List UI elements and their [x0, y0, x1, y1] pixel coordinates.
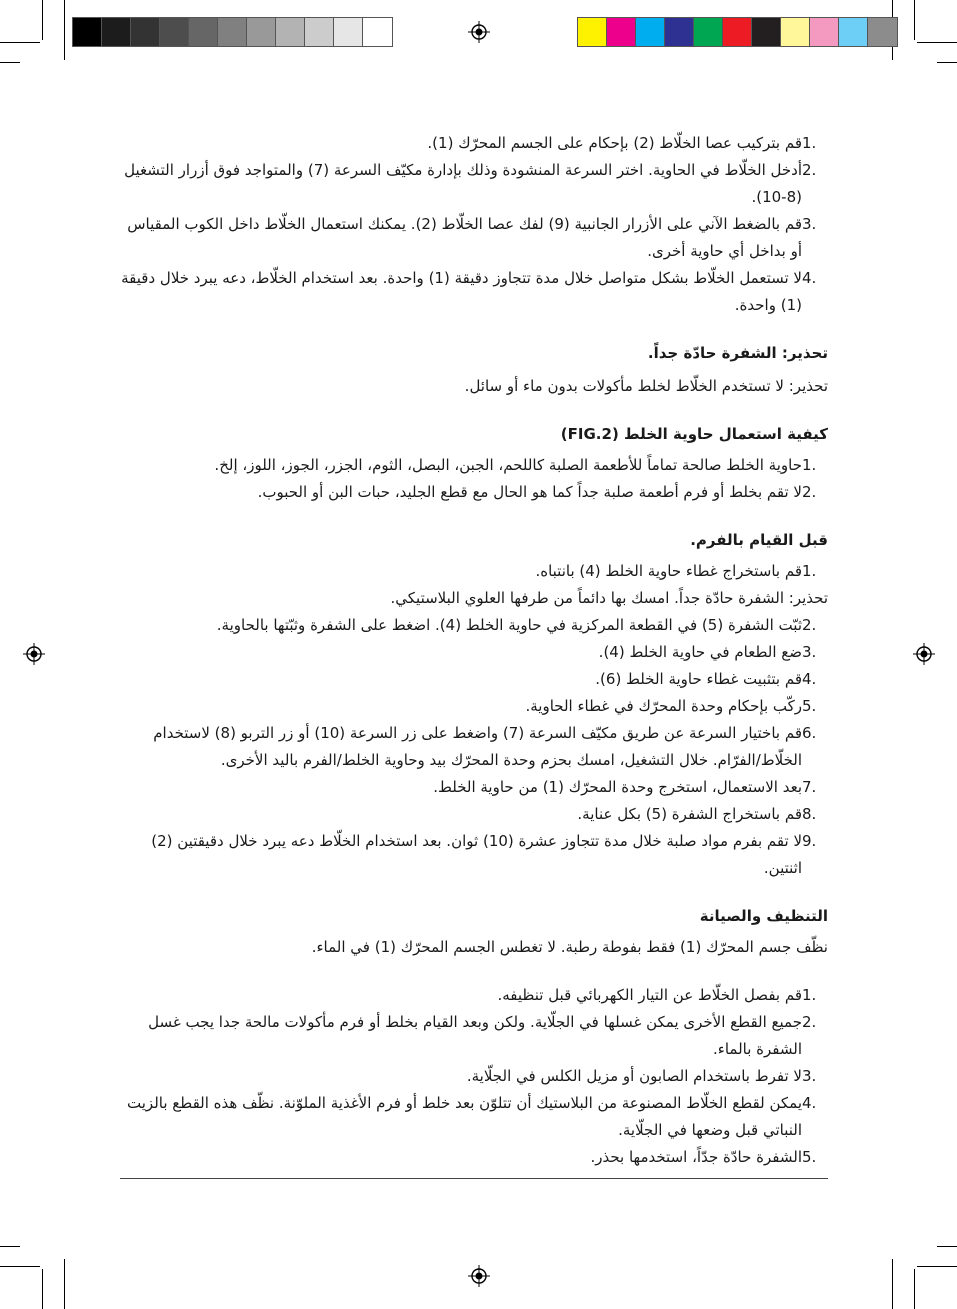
- crop-mark: [892, 1259, 893, 1309]
- crop-mark: [42, 0, 43, 40]
- list-item: 4. قم بتثبيت غطاء حاوية الخلط (6).: [595, 670, 817, 688]
- before-chopping-heading: قبل القيام بالفرم.: [690, 531, 828, 549]
- list-item: 5. ركّب بإحكام وحدة المحرّك في غطاء الحاوية.: [525, 697, 817, 715]
- list-item: 3. قم بالضغط الآني على الأزرار الجانبية (9) لفك عصا الخلّاط (2). يمكنك استعمال الخلّاط داخل الكوب المقياس أو بداخل أي حاوية أخرى.: [127, 215, 817, 260]
- color-swatch: [363, 18, 392, 46]
- cleaning-heading: التنظيف والصيانة: [699, 907, 828, 925]
- crop-mark: [0, 62, 20, 63]
- list-item: 3. ضع الطعام في حاوية الخلط (4).: [598, 643, 817, 661]
- assembly-list: [120, 130, 828, 319]
- crop-mark: [64, 0, 65, 60]
- list-item: 2. جميع القطع الأخرى يمكن غسلها في الجلّاية. ولكن وبعد القيام بخلط أو فرم مأكولات مالحة جدا يجب غسل الشفرة بالماء.: [148, 1013, 817, 1058]
- cleaning-intro: نظّف جسم المحرّك (1) فقط بفوطة رطبة. لا تغطس الجسم المحرّك (1) في الماء.: [311, 938, 828, 956]
- warning-heading: تحذير: الشفرة حادّة جداً.: [647, 344, 828, 362]
- color-swatch: [305, 18, 334, 46]
- list-item: 2. أدخل الخلّاط في الحاوية. اختر السرعة المنشودة وذلك بإدارة مكيّف السرعة (7) والمتواجد فوق أزرار التشغيل (8-10).: [124, 161, 817, 206]
- list-item: 3. لا تفرط باستخدام الصابون أو مزيل الكلس في الجلّاية.: [466, 1067, 817, 1085]
- color-swatch: [810, 18, 839, 46]
- color-swatch: [752, 18, 781, 46]
- blade-warning-line: تحذير: الشفرة حادّة جداً. امسك بها دائماً من طرفها العلوي البلاستيكي.: [390, 589, 828, 607]
- warning-text: تحذير: لا تستخدم الخلّاط لخلط مأكولات بدون ماء أو سائل.: [464, 377, 828, 395]
- container-heading: كيفية استعمال حاوية الخلط (FIG.2): [560, 425, 828, 443]
- color-swatch: [276, 18, 305, 46]
- crop-mark: [0, 1246, 20, 1247]
- color-swatch: [160, 18, 189, 46]
- color-swatch: [636, 18, 665, 46]
- list-item: 2. لا تقم بخلط أو فرم أطعمة صلبة جداً كما هو الحال مع قطع الجليد، حبات البن أو الحبوب.: [257, 483, 817, 501]
- crop-mark: [64, 1259, 65, 1309]
- color-swatch: [839, 18, 868, 46]
- registration-mark-icon: [913, 643, 935, 665]
- crop-mark: [917, 1266, 957, 1267]
- manual-page: [120, 130, 828, 1171]
- list-item: 5. الشفرة حادّة جدّاً، استخدمها بحذر.: [590, 1148, 817, 1166]
- crop-mark: [914, 0, 915, 40]
- crop-mark: [0, 42, 40, 43]
- color-swatch: [73, 18, 102, 46]
- before-chopping-list: [120, 558, 828, 882]
- crop-mark: [0, 1266, 40, 1267]
- grayscale-color-bar: [72, 17, 393, 47]
- list-item: 1. قم بتركيب عصا الخلّاط (2) بإحكام على الجسم المحرّك (1).: [427, 134, 817, 152]
- crop-mark: [914, 1269, 915, 1309]
- registration-mark-icon: [468, 21, 490, 43]
- color-swatch: [334, 18, 363, 46]
- color-swatch: [131, 18, 160, 46]
- color-swatch: [694, 18, 723, 46]
- color-swatch: [102, 18, 131, 46]
- crop-mark: [937, 1246, 957, 1247]
- crop-mark: [42, 1269, 43, 1309]
- registration-mark-icon: [468, 1265, 490, 1287]
- crop-mark: [937, 62, 957, 63]
- color-swatch: [578, 18, 607, 46]
- color-swatch: [607, 18, 636, 46]
- list-item: 1. قم باستخراج غطاء حاوية الخلط (4) بانتباه.: [535, 562, 817, 580]
- crop-mark: [917, 42, 957, 43]
- list-item: 2. ثبّت الشفرة (5) في القطعة المركزية في حاوية الخلط (4). اضغط على الشفرة وثبّتها بالحاوية.: [216, 616, 817, 634]
- list-item: 1. قم بفصل الخلّاط عن التيار الكهربائي قبل تنظيفه.: [497, 986, 817, 1004]
- list-item: 4. يمكن لقطع الخلّاط المصنوعة من البلاستيك أن تتلوّن بعد خلط أو فرم الأغذية الملوّنة. نظّف هذه القطع بالزيت النباتي قبل وضعها في الجلّاية.: [127, 1094, 817, 1139]
- process-color-bar: [577, 17, 898, 47]
- list-item: 1. حاوية الخلط صالحة تماماً للأطعمة الصلبة كاللحم، الجبن، البصل، الثوم، الجزر، الجوز، اللوز، إلخ.: [214, 456, 817, 474]
- color-swatch: [781, 18, 810, 46]
- list-item: 9. لا تقم بفرم مواد صلبة خلال مدة تتجاوز عشرة (10) ثوان. بعد استخدام الخلّاط دعه يبرد خلال دقيقتين (2) اثنتين.: [151, 832, 817, 877]
- color-swatch: [218, 18, 247, 46]
- list-item: 4. لا تستعمل الخلّاط بشكل متواصل خلال مدة تتجاوز دقيقة (1) واحدة. بعد استخدام الخلّاط، دعه يبرد خلال دقيقة (1) واحدة.: [121, 269, 817, 314]
- list-item: 6. قم باختيار السرعة عن طريق مكيّف السرعة (7) واضغط على زر السرعة (10) أو زر التربو (8) لاستخدام الخلّاط/الفرّام. خلال التشغيل، امسك بحزم وحدة المحرّك بيد وحاوية الخلط/الفرم باليد الأخرى.: [153, 724, 817, 769]
- color-swatch: [189, 18, 218, 46]
- color-swatch: [665, 18, 694, 46]
- color-swatch: [868, 18, 897, 46]
- color-swatch: [247, 18, 276, 46]
- cleaning-list: [120, 982, 828, 1171]
- footer-rule: [120, 1178, 828, 1179]
- list-item: 7. بعد الاستعمال، استخرج وحدة المحرّك (1) من حاوية الخلط.: [433, 778, 817, 796]
- color-swatch: [723, 18, 752, 46]
- registration-mark-icon: [23, 643, 45, 665]
- list-item: 8. قم باستخراج الشفرة (5) بكل عناية.: [577, 805, 817, 823]
